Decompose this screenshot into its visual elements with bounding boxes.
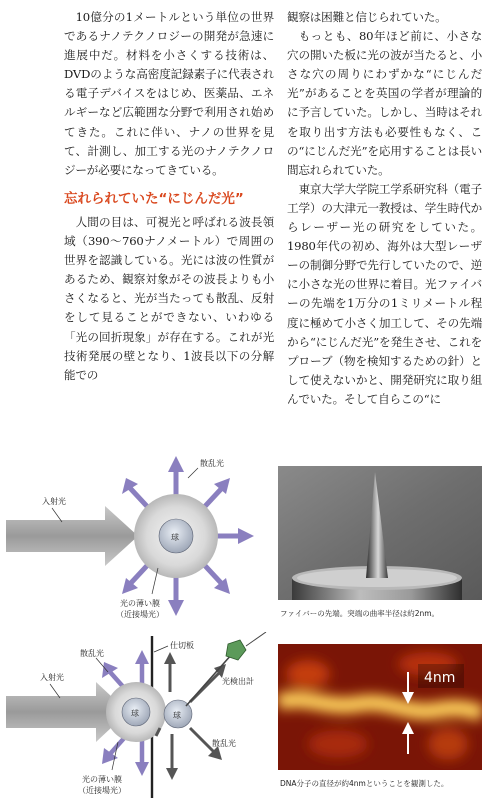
dna-photo [278, 644, 482, 770]
section-heading: 忘れられていた“にじんだ光” [64, 190, 244, 207]
text-column-left [64, 8, 274, 385]
film-label: 光の薄い膜 [120, 599, 160, 608]
scattered-light-label: 散乱光 [200, 459, 224, 468]
body-paragraph: 人間の目は、可視光と呼ばれる波長領域（390～760ナノメートル）で周囲の世界を認識している。光には波の性質があるため、観察対象がその波長よりも小さくなると、光が当たっても散乱、反射をして見ることができない、いわゆる「光の回折現象」が存在する。これが光技術発展の壁となり、1波長以下の分解能での [64, 214, 274, 382]
incident-light-label: 入射光 [42, 497, 66, 506]
text-column-right [287, 8, 482, 409]
film-label-sub: （近接場光） [116, 610, 164, 619]
second-sphere-label: 球 [173, 711, 181, 720]
sphere-label: 球 [171, 533, 179, 542]
near-field-diagram-top [0, 448, 270, 626]
intro-paragraph: 10億分の1メートルという単位の世界であるナノテクノロジーの開発が急速に進展中だ。材料を小さくする技術は、DVDのような高密度記録素子に代表される電子デバイスをはじめ、医薬品、エネルギーなど広範囲な分野で利用され始めてきた。これに伴い、ナノの世界を見て、計測し、加工する光のナノテクノロジーが必要になってきている。 [64, 10, 274, 177]
body-paragraph: 東京大学大学院工学系研究科（電子工学）の大津元一教授は、学生時代からレーザー光の研究をしていた。1980年代の初め、海外は大型レーザーの制御分野で先行していたので、逆に小さな光の世界に着目。光ファイバーの先端を1万分の1ミリメートル程度に極めて小さく加工して、その先端から“にじんだ光”を発生させ、これをプローブ（物を検知するための針）として使えないかと、開発研究に取り組んでいた。そして自らこの“に [287, 181, 482, 406]
film-label-sub: （近接場光） [78, 786, 126, 795]
body-paragraph: もっとも、80年ほど前に、小さな穴の開いた板に光の波が当たると、小さな穴の周りにわずかな“にじんだ光”があることを英国の学者が理論的に予言していた。しかし、当時はそれを取り出す方法も必要性もなく、この“にじんだ光”を応用することは長い間忘れられていた。 [287, 29, 482, 177]
scattered-light-label: 散乱光 [80, 649, 104, 658]
fiber-photo-caption: ファイバーの先端。突端の曲率半径は約2nm。 [280, 609, 440, 618]
incident-light-label: 入射光 [40, 673, 64, 682]
fiber-tip-photo [278, 466, 482, 600]
sphere-label: 球 [131, 709, 139, 718]
film-label: 光の薄い膜 [82, 775, 122, 784]
partition-label: 仕切板 [170, 641, 194, 650]
detector [226, 640, 246, 660]
scattered-light-label-2: 散乱光 [212, 739, 236, 748]
incident-light-arrow [6, 506, 138, 566]
body-paragraph: 観察は困難と信じられていた。 [287, 10, 447, 24]
dna-photo-caption: DNA分子の直径が約4nmということを観測した。 [280, 779, 449, 788]
near-field-diagram-bottom [0, 632, 270, 802]
detector-label: 光検出計 [222, 677, 254, 686]
scale-label: 4nm [424, 670, 456, 686]
